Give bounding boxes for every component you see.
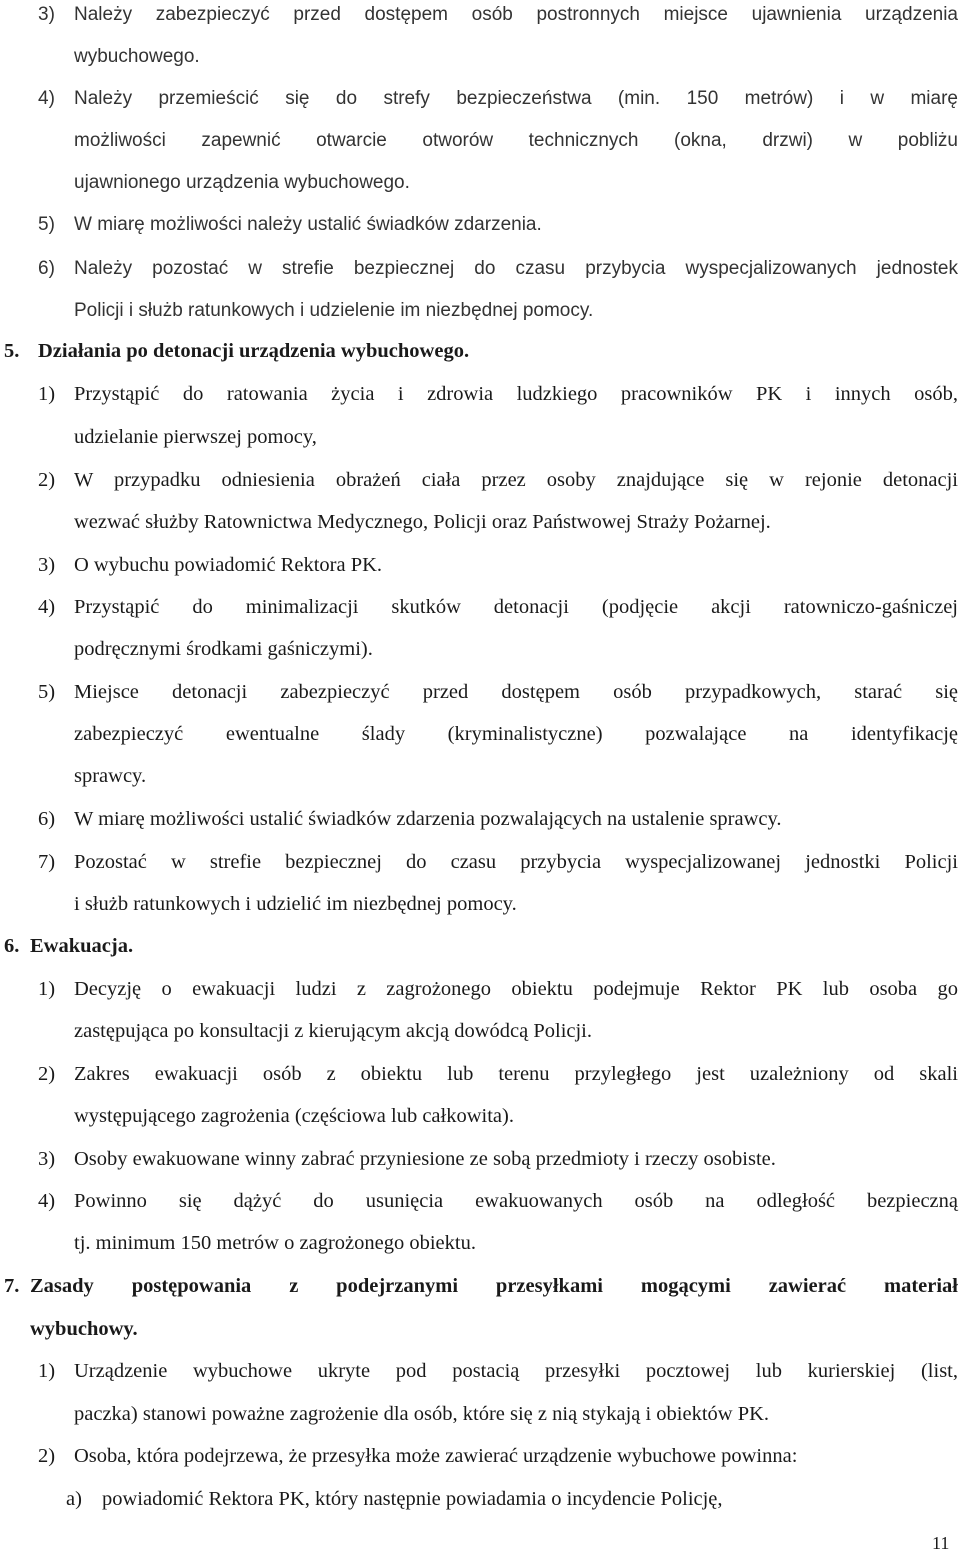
list-number: 3) — [38, 554, 56, 576]
list-number: 2) — [38, 1063, 56, 1085]
list-item-text: możliwości zapewnić otwarcie otworów technicznych (okna, drzwi) w pobliżu — [74, 130, 958, 151]
list-item-text: wezwać służby Ratownictwa Medycznego, Policji oraz Państwowej Straży Pożarnej. — [74, 511, 771, 533]
list-item-text: podręcznymi środkami gaśniczymi). — [74, 638, 373, 660]
section-heading: Zasady postępowania z podejrzanymi przesyłkami mogącymi zawierać materiał — [30, 1275, 958, 1297]
list-number: 6) — [38, 258, 55, 279]
section-heading: Działania po detonacji urządzenia wybuchowego. — [38, 340, 470, 362]
section-number: 6. — [4, 935, 20, 957]
list-number: 6) — [38, 808, 56, 830]
list-item-text: Pozostać w strefie bezpiecznej do czasu przybycia wyspecjalizowanej jednostki Policji — [74, 851, 958, 873]
list-item-text: Osoby ewakuowane winny zabrać przyniesione ze sobą przedmioty i rzeczy osobiste. — [74, 1148, 776, 1170]
list-item-text: paczka) stanowi poważne zagrożenie dla osób, które się z nią stykają i obiektów PK. — [74, 1403, 770, 1425]
list-item-text: Policji i służb ratunkowych i udzielenie im niezbędnej pomocy. — [74, 300, 594, 321]
list-item-text: tj. minimum 150 metrów o zagrożonego obiektu. — [74, 1232, 476, 1254]
list-item-text: udzielanie pierwszej pomocy, — [74, 426, 317, 448]
page-number: 11 — [932, 1533, 950, 1553]
list-item-text: W przypadku odniesienia obrażeń ciała przez osoby znajdujące się w rejonie detonacji — [74, 469, 958, 491]
list-item-text: zabezpieczyć ewentualne ślady (kryminalistyczne) pozwalające na identyfikację — [74, 723, 958, 745]
list-number: 2) — [38, 1445, 56, 1467]
list-number: 4) — [38, 88, 55, 109]
section-number: 7. — [4, 1275, 20, 1297]
list-number: 5) — [38, 214, 55, 235]
list-item-text: i służb ratunkowych i udzielić im niezbędnej pomocy. — [74, 893, 517, 915]
list-item-text: O wybuchu powiadomić Rektora PK. — [74, 554, 383, 576]
list-item-text: Urządzenie wybuchowe ukryte pod postacią przesyłki pocztowej lub kurierskiej (list, — [74, 1360, 958, 1382]
list-number: 4) — [38, 1190, 56, 1212]
list-item-text: Przystąpić do ratowania życia i zdrowia ludzkiego pracowników PK i innych osób, — [74, 383, 958, 405]
list-number: 2) — [38, 469, 56, 491]
section-heading-continued: wybuchowy. — [30, 1318, 138, 1340]
list-number: 7) — [38, 851, 56, 873]
list-item-text: W miarę możliwości ustalić świadków zdarzenia pozwalających na ustalenie sprawcy. — [74, 808, 782, 830]
list-item-text: Osoba, która podejrzewa, że przesyłka może zawierać urządzenie wybuchowe powinna: — [74, 1445, 798, 1467]
list-item-text: Decyzję o ewakuacji ludzi z zagrożonego obiektu podejmuje Rektor PK lub osoba go — [74, 978, 958, 1000]
list-item-text: Zakres ewakuacji osób z obiektu lub terenu przyległego jest uzależniony od skali — [74, 1063, 958, 1085]
list-item-text: Powinno się dążyć do usunięcia ewakuowanych osób na odległość bezpieczną — [74, 1190, 958, 1212]
section-number: 5. — [4, 340, 20, 362]
sub-list-letter: a) — [66, 1488, 82, 1510]
list-number: 3) — [38, 4, 55, 25]
list-item-text: wybuchowego. — [74, 46, 200, 67]
list-number: 1) — [38, 383, 56, 405]
sub-list-item-text: powiadomić Rektora PK, który następnie powiadamia o incydencie Policję, — [102, 1488, 723, 1510]
list-item-text: Należy zabezpieczyć przed dostępem osób postronnych miejsce ujawnienia urządzenia — [74, 4, 958, 25]
list-item-text: sprawcy. — [74, 765, 147, 787]
list-item-text: Należy przemieścić się do strefy bezpieczeństwa (min. 150 metrów) i w miarę — [74, 88, 958, 109]
list-item-text: zastępująca po konsultacji z kierującym akcją dowódcą Policji. — [74, 1020, 593, 1042]
list-item-text: Miejsce detonacji zabezpieczyć przed dostępem osób przypadkowych, starać się — [74, 681, 958, 703]
list-number: 4) — [38, 596, 56, 618]
list-number: 5) — [38, 681, 56, 703]
list-number: 1) — [38, 1360, 56, 1382]
list-number: 1) — [38, 978, 56, 1000]
list-item-text: Należy pozostać w strefie bezpiecznej do czasu przybycia wyspecjalizowanych jednostek — [74, 258, 958, 279]
list-item-text: Przystąpić do minimalizacji skutków detonacji (podjęcie akcji ratowniczo-gaśniczej — [74, 596, 958, 618]
list-item-text: ujawnionego urządzenia wybuchowego. — [74, 172, 410, 193]
list-item-text: W miarę możliwości należy ustalić świadków zdarzenia. — [74, 214, 542, 235]
list-number: 3) — [38, 1148, 56, 1170]
list-item-text: występującego zagrożenia (częściowa lub całkowita). — [74, 1105, 514, 1127]
section-heading: Ewakuacja. — [30, 935, 134, 957]
